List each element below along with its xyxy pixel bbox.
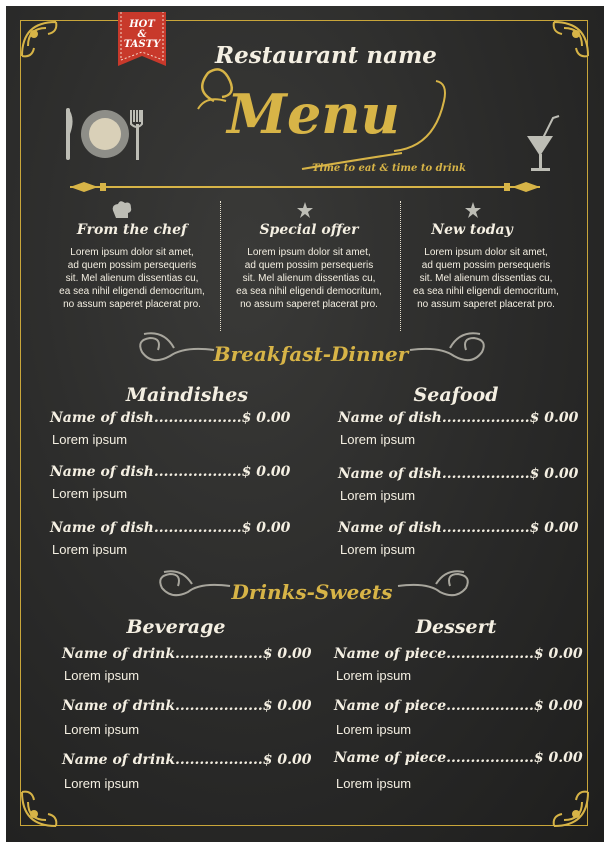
feature-title-from-the-chef: From the chef: [76, 222, 188, 238]
star-icon: [296, 201, 314, 219]
feature-line: Lorem ipsum dolor sit amet,: [70, 247, 194, 258]
hot-tasty-badge: [116, 12, 168, 66]
section-flourish-right-icon: [396, 564, 474, 600]
corner-flourish-bottom-right-icon: [544, 782, 594, 832]
restaurant-name: Restaurant name: [215, 42, 437, 69]
feature-line: ea sea nihil eligendi democritum,: [236, 286, 382, 297]
menu-item-desc: Lorem ipsum: [64, 776, 140, 791]
feature-text-new-today: [400, 246, 572, 311]
feature-line: no assum saperet placerat pro.: [63, 299, 201, 310]
menu-item-desc: Lorem ipsum: [52, 486, 128, 501]
feature-text-from-the-chef: [44, 246, 220, 311]
badge-line-2: &: [137, 29, 147, 40]
menu-item-name: Name of drink..................$ 0.00: [62, 698, 312, 714]
section-title-breakfast-dinner: Breakfast-Dinner: [213, 342, 409, 366]
corner-flourish-top-left-icon: [16, 16, 66, 66]
menu-item-name: Name of piece..................$ 0.00: [334, 698, 583, 714]
category-title-dessert: Dessert: [415, 616, 497, 638]
feature-line: sit. Mel alienum dissentias cu,: [419, 273, 553, 284]
menu-item-desc: Lorem ipsum: [64, 668, 140, 683]
feature-line: ad quem possim persequeris: [244, 260, 374, 271]
menu-item-name: Name of piece..................$ 0.00: [334, 750, 583, 766]
menu-item-desc: Lorem ipsum: [340, 488, 416, 503]
menu-item-name: Name of drink..................$ 0.00: [62, 752, 312, 768]
menu-item-name: Name of dish..................$ 0.00: [338, 466, 579, 482]
section-flourish-right-icon: [408, 326, 490, 364]
menu-title: Menu: [227, 82, 400, 146]
cocktail-glass-icon: [521, 114, 561, 176]
chalkboard-background: [6, 6, 604, 842]
chef-hat-icon: [110, 201, 132, 221]
menu-item-name: Name of dish..................$ 0.00: [50, 464, 291, 480]
gold-spear-divider-icon: [70, 180, 540, 194]
feature-line: no assum saperet placerat pro.: [240, 299, 378, 310]
category-title-beverage: Beverage: [126, 616, 226, 638]
feature-line: no assum saperet placerat pro.: [417, 299, 555, 310]
menu-item-name: Name of piece..................$ 0.00: [334, 646, 583, 662]
feature-line: ea sea nihil eligendi democritum,: [413, 286, 559, 297]
section-title-drinks-sweets: Drinks-Sweets: [231, 580, 393, 604]
feature-title-special-offer: Special offer: [259, 222, 359, 238]
menu-item-name: Name of dish..................$ 0.00: [50, 520, 291, 536]
feature-text-special-offer: [222, 246, 396, 311]
feature-title-new-today: New today: [431, 222, 513, 238]
menu-item-name: Name of dish..................$ 0.00: [338, 520, 579, 536]
badge-line-1: HOT: [129, 19, 155, 30]
feature-line: Lorem ipsum dolor sit amet,: [247, 247, 371, 258]
badge-line-3: TASTY: [123, 39, 161, 50]
feature-line: sit. Mel alienum dissentias cu,: [65, 273, 199, 284]
section-flourish-left-icon: [134, 326, 216, 364]
corner-flourish-top-right-icon: [544, 16, 594, 66]
category-title-maindishes: Maindishes: [125, 384, 249, 406]
menu-item-desc: Lorem ipsum: [52, 542, 128, 557]
menu-item-desc: Lorem ipsum: [52, 432, 128, 447]
star-icon: [464, 201, 482, 219]
menu-item-desc: Lorem ipsum: [340, 542, 416, 557]
feature-line: sit. Mel alienum dissentias cu,: [242, 273, 376, 284]
feature-line: ad quem possim persequeris: [67, 260, 197, 271]
menu-item-desc: Lorem ipsum: [336, 722, 412, 737]
menu-item-name: Name of dish..................$ 0.00: [50, 410, 291, 426]
plate-cutlery-icon: [64, 104, 146, 164]
section-flourish-left-icon: [154, 564, 232, 600]
menu-item-desc: Lorem ipsum: [336, 668, 412, 683]
feature-line: Lorem ipsum dolor sit amet,: [424, 247, 548, 258]
column-divider-left: [220, 201, 221, 331]
feature-line: ad quem possim persequeris: [421, 260, 551, 271]
feature-line: ea sea nihil eligendi democritum,: [59, 286, 205, 297]
category-title-seafood: Seafood: [413, 384, 499, 406]
menu-item-name: Name of dish..................$ 0.00: [338, 410, 579, 426]
menu-item-desc: Lorem ipsum: [336, 776, 412, 791]
menu-item-desc: Lorem ipsum: [340, 432, 416, 447]
menu-item-desc: Lorem ipsum: [64, 722, 140, 737]
tagline: Time to eat & time to drink: [312, 163, 466, 174]
corner-flourish-bottom-left-icon: [16, 782, 66, 832]
menu-item-name: Name of drink..................$ 0.00: [62, 646, 312, 662]
